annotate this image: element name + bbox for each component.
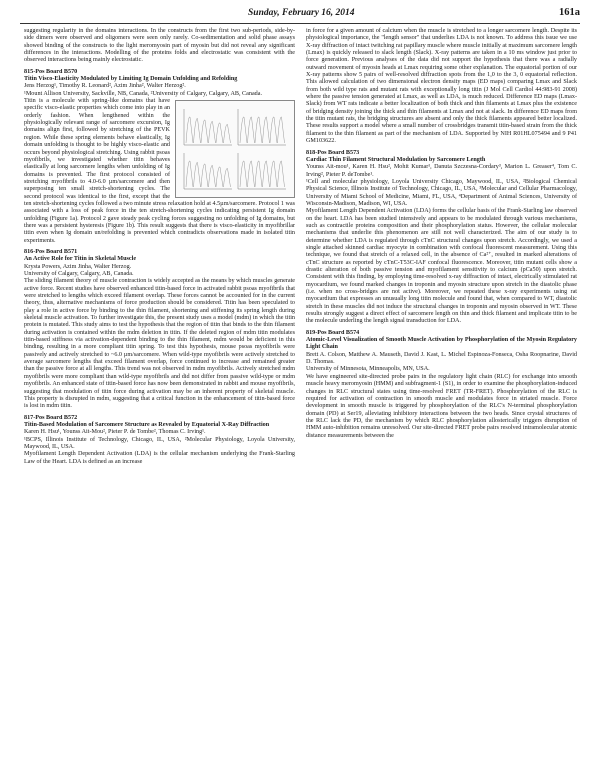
header-rule bbox=[20, 23, 580, 24]
abstract-body: We have engineered site-directed probe pairs in the regulatory light chain (RLC) for exchange into smooth muscle heavy meromyosin (HMM) and subfragment-1 (S1), in order to examine the phosphorylation-induced changes in RLC structural states using time-resolved FRET (TR-FRET). Phosphorylation of the RLC is required for activation of contraction in smooth muscle and modulates force in striated muscle. Force development in smooth muscle is triggered by phosphorylation of the RLC's N-terminal phosphorylation domain (PD) at Ser19, alleviating inhibitory interactions between the two heads. Since crystal structures of the RLC lack the PD, the mechanism by which RLC phosphorylation allosterically triggers disruption of HMM auto-inhibition remains unresolved. Our site-directed FRET probe pairs resolved intramolecular atomic distance measurements between the bbox=[306, 373, 577, 439]
board-number: 818-Pos Board B573 bbox=[306, 149, 360, 156]
abstract-title: Atomic-Level Visualization of Smooth Muscle Activation by Phosphorylation of the Myosin Regulatory Light Chain bbox=[306, 337, 577, 351]
header-date: Sunday, February 16, 2014 bbox=[248, 8, 355, 18]
abstract-affiliation: University of Minnesota, Minneapolis, MN, USA. bbox=[306, 366, 430, 373]
abstract-block bbox=[306, 150, 577, 326]
abstract-body: Titin is a molecule with spring-like domains that have specific visco-elastic properties which come into play in an orderly fashion. When lengthened within the physiologically relevant range of sarcomere excursion, Ig domains align first, followed by stretching of the PEVK region. While these spring elements behave elastically, Ig domain unfolding is thought to be highly visco-elastic and occurs beyond physiological stretching. Using rabbit psoas myofibrils, we investigated whether titin behaves elastically at long sarcomere lengths when unfolding of Ig domains is prevented. The first protocol consisted of stretching myofibrils to 4.0-6.0 µm/sarcomere and then superposing ten small stretch-shortening cycles. The second protocol was identical to the first, except that the ten stretch-shortening cycles followed a two minute stress relaxation hold at 4.5µm/sarcomere. Protocol 1 was associated with a loss of peak force in the ten stretch-shortening cycles indicating persistent Ig domain unfolding (Figure 1a). Protocol 2 gave steady peak cycling forces suggesting no unfolding of Ig domains, but there was a persistent hysteresis (Figure 1b). This result suggests that there is visco-elasticity in myofibrillar titin even when Ig domain un/refolding is prevented which contradicts observations made in isolated titin experiments. bbox=[24, 98, 295, 244]
page-header bbox=[20, 6, 580, 24]
abstract-body: Myofilament Length Dependent Activation (LDA) forms the cellular basis of the Frank-Starling law observed on the heart. LDA has been studied intensively and appears to be modulated through various mechanisms, such as contractile proteins composition and their phosphorylation status. However, the cellular molecular mechanisms that underlie this phenomenon are still not well characterized. The aim of our study is to determine whether LDA is regulated through cTnC structural changes upon stretch. Accordingly, we used a single attached skinned cardiac myocyte in combination with confocal fluorescent measurement. Using this technique, we found that stretch of a relaxed cell, in the absence of Ca²⁺, resulted in marked alterations of cTnC structure as reported by cTnC-T53C-IAF confocal fluorescence. Moreover, titin mutant cells show a drastic alteration of both passive tension and myofilament sensitivity to calcium (pCa50) upon stretch. Consistent with this finding, by employing time-resolved x-ray diffraction of intact, electrically stimulated rat myocardium, we found marked changes in troponin and myosin structure upon stretch in the diastolic phase (i.e. when no cross-bridges are not active). Moreover, we repeated these x-ray experiments using rat myocardium that expresses an unusually long titin molecule and found that, when compared to WT, diastolic stretch in these muscles did not induce the structural changes in troponin and myosin observed in WT. These results strongly suggest a direct effect of sarcomere length on thin and thick filament and implicate titin to be the molecule underling the length signal transduction for LDA. bbox=[306, 208, 577, 325]
abstract-title: An Active Role for Titin in Skeletal Muscle bbox=[24, 256, 137, 263]
left-column bbox=[24, 28, 295, 466]
page-number: 161a bbox=[559, 7, 580, 18]
abstract-affiliation: ¹BCPS, Illinois Institute of Technology, Chicago, IL, USA, ²Molecular Physiology, Loyola University, Maywood, IL, USA. bbox=[24, 436, 295, 450]
board-number: 816-Pos Board B571 bbox=[24, 248, 78, 255]
continued-text: suggesting regularity in the domains interactions. In the constructs from the first two sub-periods, side-by-side dimers were observed and oligomers were seen only rarely. Co-sedimentation and solid phase assays showed binding of the constructs to the light meromyosin part of myosin but did not reveal any significant differences in the interactions. Modelling of the proteins folds and electrostatic was consistent with the observed interactions being mainly electrostatic. bbox=[24, 28, 295, 64]
abstract-authors: Jens Herzog¹, Timothy R. Leonard², Azim Jinha², Walter Herzog². bbox=[24, 83, 186, 90]
abstract-authors: Brett A. Colson, Matthew A. Mauseth, David J. Kast, L. Michel Espinoza-Fonseca, Osha Roopnarine, David D. Thomas. bbox=[306, 351, 577, 366]
abstract-title: Cardiac Thin Filament Structural Modulation by Sarcomere Length bbox=[306, 156, 486, 163]
abstract-affiliation: ¹Cell and molecular physiology, Loyola University Chicago, Maywood, IL, USA, ²Biological Chemical Physical Science, Illinois Institute of Technology, Chicago, IL, USA, ³Molecular and Cellular Pharmacology, University of Miami School of Medicine, Miami, FL, USA, ⁴Department of Animal Sciences, University of Wisconsin-Madison, Madison, WI, USA. bbox=[306, 178, 577, 207]
abstract-title: Titin Visco-Elasticity Modulated by Limiting Ig Domain Unfolding and Refolding bbox=[24, 76, 238, 83]
abstract-block bbox=[306, 330, 577, 440]
right-column bbox=[306, 28, 577, 440]
abstract-block bbox=[24, 249, 295, 411]
abstract-body: Myofilament Length Dependent Activation (LDA) is the cellular mechanism underlying the Frank-Starling Law of the Heart. LDA is defined as an increase bbox=[24, 451, 295, 465]
continued-text: in force for a given amount of calcium when the muscle is stretched to a longer sarcomere length. Despite its physiological importance, the "length sensor" that underlies LDA is not known. To address this issue we use X-ray diffraction of intact twitching rat papillary muscle where muscle initially at maximum sarcomere length (Lmax) is quickly released to slack length (Slack). X-ray patterns are taken in a 10 ms window just prior to force generation. Previous analyses of the data did not support the hypothesis that there was a radially outward movement of myosin heads at Lmax requiring some other explanation. The equatorial portion of our X-ray patterns show 5 pairs of well-resolved diffraction spots from the 1,0 to the 3, 0 equatorial reflection. This allowed calculation of two dimensional electron density maps (ED maps) comparing Lmax and Slack from both wild type rats and mutant rats with exceptionally long titin (J Mol Cell Cardiol 44:983-91 2008) where the passive tension generated at Lmax, as well as LDA, is much reduced. Difference ED maps (Lmax-Slack) from WT rats indicate a better localization of both thick and thin filaments at Lmax plus the existence of bridging density joining the thick and thin filaments at Lmax and not at slack. In difference ED maps from the titin mutant rats, the bridging structures are absent and only the thick filaments appeared better localized. These results support a model where a small number of crossbridges transmit titin-based strain from the thick filament to the thin filament as part of the mechanism of LDA. Supported by NIH R01HL075494 and 9 P41 GM103622. bbox=[306, 28, 577, 145]
abstract-affiliation: University of Calgary, Calgary, AB, Canada. bbox=[24, 271, 134, 277]
abstract-affiliation: ¹Mount Allison University, Sackville, NB, Canada, ²University of Calgary, Calgary, AB, Canada. bbox=[24, 90, 263, 97]
abstract-authors: Krysta Powers, Azim Jinha, Walter Herzog. bbox=[24, 263, 132, 270]
board-number: 817-Pos Board B572 bbox=[24, 414, 78, 421]
abstract-block bbox=[24, 69, 295, 245]
board-number: 815-Pos Board B570 bbox=[24, 68, 78, 75]
board-number: 819-Pos Board B574 bbox=[306, 329, 360, 336]
abstract-authors: Younss Ait-mou¹, Karen H. Hsu², Mohit Kumar¹, Danuta Szczesna-Cordary³, Marion L. Greaser⁴, Tom C. Irving², Pieter P. deTombe¹. bbox=[306, 164, 577, 178]
figure-1 bbox=[175, 100, 295, 198]
abstract-block bbox=[24, 415, 295, 466]
abstract-body: The sliding filament theory of muscle contraction is widely accepted as the means by which muscles generate active force. Recent studies have observed enhanced titin-based force in activated rabbit psoas myofibrils that were stretched to lengths which exceed filament overlap. These forces cannot be accounted for in the current theory, thus, alternative mechanisms of force production should be considered. Titin has been speculated to play a role in active force by binding to the thin filament, shortening and stiffening its spring length during skeletal muscle activation. To further investigate this, the present study uses a model (mdm) in which the titin protein is mutated. This study aims to test the hypothesis that the region of titin that binds to the thin filament during activation is contained within the mdm deletion in titin. If the deleted region of mdm titin modulates titin-based stiffness via activation-dependent binding to the thin filament, mdm would be deficient in this binding, resulting in a more compliant titin spring. To test this hypothesis, mouse psoas myofibrils were passively and actively stretched to ~6.0 µm/sarcomere. When wild-type myofibrils were actively stretched to average sarcomere lengths that exceed filament overlap, force continued to increase and remained greater than the passive force at all lengths. This trend was not observed in mdm myofibrils. Actively stretched mdm myofibrils were more compliant than wild-type myofibrils and did not differ from passive wild-type or mdm myofibrils. An enhanced state of titin-based force has now been demonstrated in rabbit and mouse myofibrils, suggesting that modulation of titin force during activation may be an inherent property of skeletal muscle. This property is disrupted in mdm, suggesting that a critical function in the enhancement of titin-based force is lost in mdm titin. bbox=[24, 278, 295, 410]
abstract-title: Titin-Based Modulation of Sarcomere Structure as Revealed by Equatorial X-Ray Diffraction bbox=[24, 421, 270, 428]
figure-1-plot bbox=[176, 101, 294, 197]
abstract-authors: Karen H. Hsu¹, Younss Ait-Mou², Pieter P. de Tombe², Thomas C. Irving¹. bbox=[24, 429, 206, 436]
